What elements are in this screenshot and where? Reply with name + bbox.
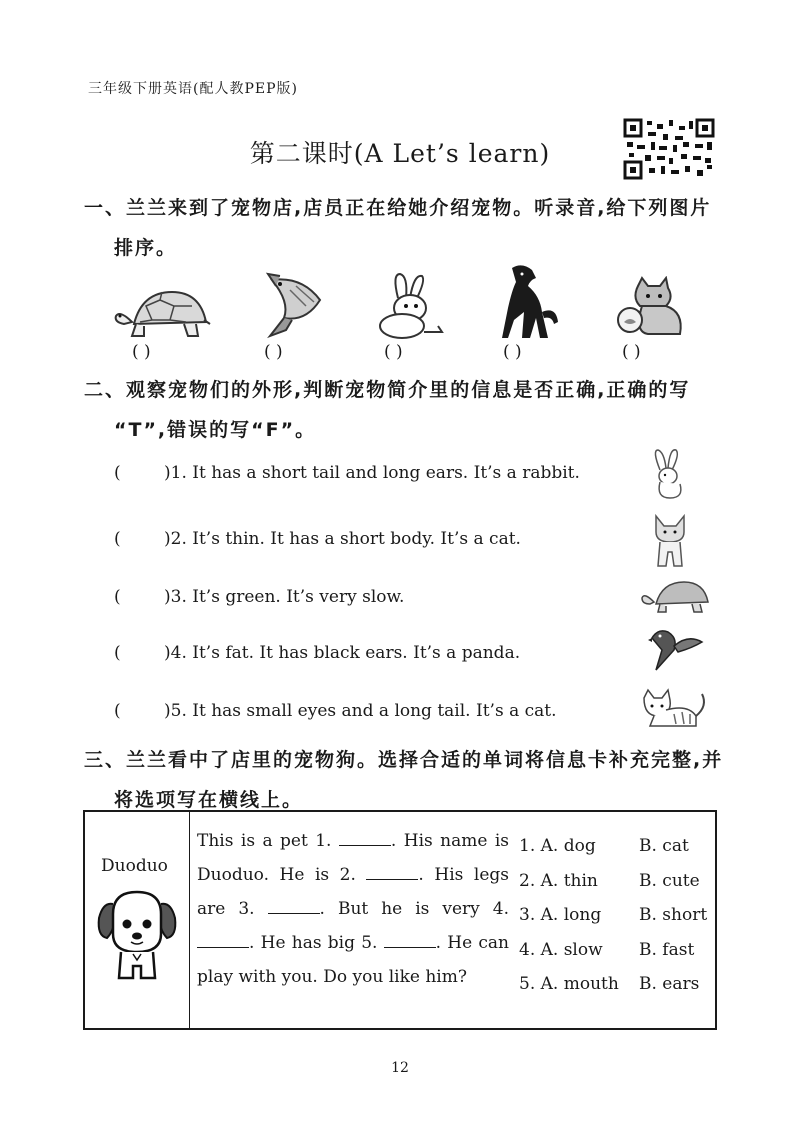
order-blank-1[interactable]: ( ): [132, 342, 151, 362]
blank-3[interactable]: [268, 899, 320, 914]
puppy-icon: [95, 884, 179, 984]
section-3-line-1: 三、兰兰看中了店里的宠物狗。选择合适的单词将信息卡补充完整,并: [84, 749, 724, 771]
judge-item: [114, 529, 521, 549]
judge-item: [114, 701, 557, 721]
option-b: B. fast: [639, 939, 695, 960]
answer-blank[interactable]: (: [114, 463, 121, 483]
bird-icon: [648, 626, 704, 676]
cloze-passage: [197, 824, 509, 994]
section-2-line-2: “T”,错误的写“F”。: [114, 419, 317, 441]
blank-1[interactable]: [339, 831, 391, 846]
option-b: B. cat: [639, 836, 689, 856]
order-blank-3[interactable]: ( ): [384, 342, 403, 362]
section-2-line-1: 二、观察宠物们的外形,判断宠物简介里的信息是否正确,正确的写: [84, 379, 691, 401]
option-b: B. ears: [639, 974, 700, 994]
judge-text: )1. It has a short tail and long ears. It’s a rabbit.: [164, 463, 580, 483]
blank-4[interactable]: [197, 933, 249, 948]
rabbit-icon: [650, 448, 690, 500]
answer-blank[interactable]: (: [114, 643, 121, 663]
blank-2[interactable]: [366, 865, 418, 880]
passage-text: . His legs are 3.: [197, 865, 509, 919]
judge-text: )5. It has small eyes and a long tail. It’s a cat.: [164, 701, 557, 721]
passage-text: . He can play with you. Do you like him?: [197, 933, 510, 987]
option-list: [519, 836, 707, 1009]
card-divider: [189, 812, 190, 1028]
dog-icon: [648, 512, 692, 568]
passage-text: This is a pet 1.: [197, 831, 332, 851]
page-title: 第二课时(A Let’s learn): [249, 139, 551, 168]
option-a: 3. A. long: [519, 905, 602, 925]
option-row: [519, 974, 707, 1009]
order-blank-2[interactable]: ( ): [264, 342, 283, 362]
answer-blank[interactable]: (: [114, 587, 121, 607]
passage-text: . But he is very 4.: [319, 899, 509, 919]
cat-icon: [638, 686, 710, 730]
answer-blank[interactable]: (: [114, 701, 121, 721]
header-note: 三年级下册英语(配人教PEP版): [88, 81, 298, 97]
section-3-line-2: 将选项写在横线上。: [114, 789, 304, 811]
judge-text: )4. It’s fat. It has black ears. It’s a panda.: [164, 643, 521, 663]
judge-item: [114, 463, 580, 483]
option-a: 1. A. dog: [519, 836, 596, 856]
rabbit-icon: [376, 272, 448, 340]
judge-text: )3. It’s green. It’s very slow.: [164, 587, 405, 607]
option-a: 5. A. mouth: [519, 974, 619, 994]
option-b: B. short: [639, 905, 708, 925]
section-1-line-1: 一、兰兰来到了宠物店,店员正在给她介绍宠物。听录音,给下列图片: [84, 197, 712, 219]
section-1-line-2: 排序。: [114, 237, 178, 259]
section-3-instruction: [84, 740, 724, 820]
passage-text: . His name is Duoduo. He is 2.: [197, 831, 510, 885]
option-b: B. cute: [639, 870, 700, 891]
option-a: 4. A. slow: [519, 939, 603, 960]
section-2-instruction: [84, 370, 724, 450]
option-a: 2. A. thin: [519, 870, 598, 891]
option-row: [519, 871, 707, 906]
order-blank-5[interactable]: ( ): [622, 342, 641, 362]
option-row: [519, 836, 707, 871]
dog-name: Duoduo: [101, 856, 168, 876]
judge-text: )2. It’s thin. It has a short body. It’s a cat.: [164, 529, 521, 549]
judge-item: [114, 587, 404, 607]
judge-item: [114, 643, 520, 663]
passage-text: . He has big 5.: [249, 933, 378, 953]
turtle-icon: [112, 286, 212, 342]
order-blank-4[interactable]: ( ): [503, 342, 522, 362]
fish-icon: [262, 272, 326, 344]
page-number: 12: [391, 1060, 409, 1076]
dog-icon: [500, 262, 562, 340]
answer-blank[interactable]: (: [114, 529, 121, 549]
option-row: [519, 940, 707, 975]
cat-icon: [614, 276, 686, 338]
blank-5[interactable]: [384, 933, 436, 948]
section-1-instruction: [84, 188, 724, 268]
info-card: [83, 810, 717, 1030]
option-row: [519, 905, 707, 940]
turtle-icon: [640, 578, 712, 614]
